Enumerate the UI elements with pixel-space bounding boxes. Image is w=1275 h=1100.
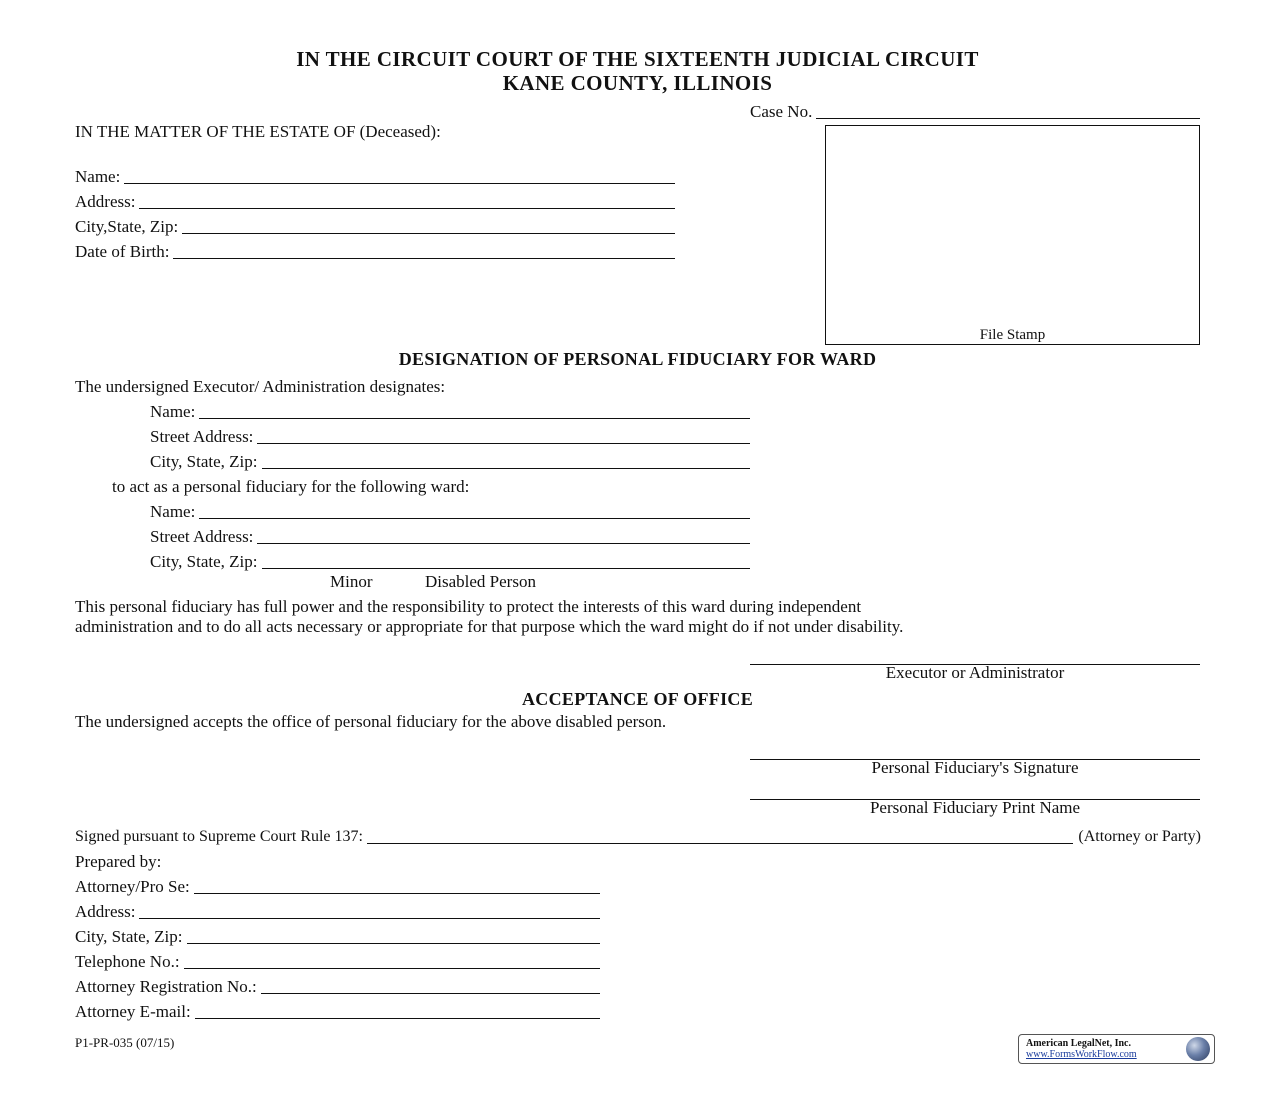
court-title: IN THE CIRCUIT COURT OF THE SIXTEENTH JUDICIAL CIRCUIT (296, 47, 979, 71)
designee-name-blank[interactable] (199, 404, 750, 419)
estate-heading: IN THE MATTER OF THE ESTATE OF (Deceased): (75, 122, 441, 141)
logo-company-name: American LegalNet, Inc. (1026, 1038, 1131, 1049)
registration-label: Attorney Registration No.: (75, 977, 257, 996)
designee-city-label: City, State, Zip: (150, 452, 258, 471)
prepared-address-blank[interactable] (139, 904, 600, 919)
designee-street-field[interactable] (150, 427, 750, 447)
rule137-suffix: (Attorney or Party) (1078, 828, 1201, 845)
case-no-field[interactable] (750, 102, 1200, 122)
acceptance-text: The undersigned accepts the office of personal fiduciary for the above disabled person. (75, 712, 667, 731)
prepared-city-field[interactable] (75, 927, 600, 947)
designation-intro: The undersigned Executor/ Administration designates: (75, 377, 446, 396)
logo-url-link[interactable]: www.FormsWorkFlow.com (1026, 1049, 1137, 1060)
attorney-blank[interactable] (194, 879, 600, 894)
ward-city-blank[interactable] (262, 554, 750, 569)
rule137-label: Signed pursuant to Supreme Court Rule 137: (75, 828, 363, 845)
minor-option[interactable]: Minor (330, 572, 373, 591)
prepared-city-label: City, State, Zip: (75, 927, 183, 946)
attorney-label: Attorney/Pro Se: (75, 877, 190, 896)
county-title: KANE COUNTY, ILLINOIS (502, 71, 773, 95)
executor-signature-label: Executor or Administrator (885, 663, 1065, 682)
telephone-field[interactable] (75, 952, 600, 972)
legalnet-logo[interactable] (1018, 1034, 1215, 1064)
registration-blank[interactable] (261, 979, 600, 994)
registration-field[interactable] (75, 977, 600, 997)
estate-city-field[interactable] (75, 217, 675, 237)
fiduciary-print-label: Personal Fiduciary Print Name (869, 798, 1081, 817)
telephone-label: Telephone No.: (75, 952, 180, 971)
power-text-line1: This personal fiduciary has full power and the responsibility to protect the interests of this ward during independent (75, 597, 862, 616)
prepared-city-blank[interactable] (187, 929, 600, 944)
email-label: Attorney E-mail: (75, 1002, 191, 1021)
designee-name-label: Name: (150, 402, 196, 421)
estate-address-blank[interactable] (139, 194, 675, 209)
estate-address-label: Address: (75, 192, 136, 211)
email-field[interactable] (75, 1002, 600, 1022)
power-text-line2: administration and to do all acts necessary or appropriate for that purpose which the ward might do if not under disability. (75, 617, 904, 636)
fiduciary-signature-label: Personal Fiduciary's Signature (871, 758, 1079, 777)
estate-name-label: Name: (75, 167, 121, 186)
estate-city-blank[interactable] (182, 219, 675, 234)
designee-name-field[interactable] (150, 402, 750, 422)
designee-city-blank[interactable] (262, 454, 750, 469)
ward-name-field[interactable] (150, 502, 750, 522)
ward-name-label: Name: (150, 502, 196, 521)
telephone-blank[interactable] (184, 954, 600, 969)
ward-city-field[interactable] (150, 552, 750, 572)
designee-city-field[interactable] (150, 452, 750, 472)
designee-street-blank[interactable] (257, 429, 750, 444)
designee-street-label: Street Address: (150, 427, 254, 446)
ward-name-blank[interactable] (199, 504, 750, 519)
ward-city-label: City, State, Zip: (150, 552, 258, 571)
rule137-blank[interactable] (367, 829, 1073, 844)
estate-dob-blank[interactable] (173, 244, 675, 259)
form-id: P1-PR-035 (07/15) (75, 1035, 175, 1050)
estate-name-blank[interactable] (124, 169, 675, 184)
estate-dob-label: Date of Birth: (75, 242, 170, 261)
act-as-text: to act as a personal fiduciary for the following ward: (112, 477, 470, 496)
case-no-label: Case No. (750, 102, 813, 121)
email-blank[interactable] (195, 1004, 600, 1019)
attorney-field[interactable] (75, 877, 600, 897)
globe-icon (1186, 1037, 1210, 1061)
case-no-blank[interactable] (816, 104, 1200, 119)
ward-street-blank[interactable] (257, 529, 750, 544)
prepared-by-heading: Prepared by: (75, 852, 162, 871)
disabled-person-option[interactable]: Disabled Person (425, 572, 536, 591)
estate-address-field[interactable] (75, 192, 675, 212)
ward-street-field[interactable] (150, 527, 750, 547)
rule137-field[interactable] (75, 827, 1201, 847)
prepared-address-field[interactable] (75, 902, 600, 922)
estate-dob-field[interactable] (75, 242, 675, 262)
estate-name-field[interactable] (75, 167, 675, 187)
estate-city-label: City,State, Zip: (75, 217, 179, 236)
file-stamp-label: File Stamp (979, 327, 1046, 343)
designation-title: DESIGNATION OF PERSONAL FIDUCIARY FOR WARD (398, 349, 877, 369)
file-stamp-box (825, 125, 1200, 345)
prepared-address-label: Address: (75, 902, 136, 921)
ward-street-label: Street Address: (150, 527, 254, 546)
acceptance-title: ACCEPTANCE OF OFFICE (522, 689, 753, 709)
